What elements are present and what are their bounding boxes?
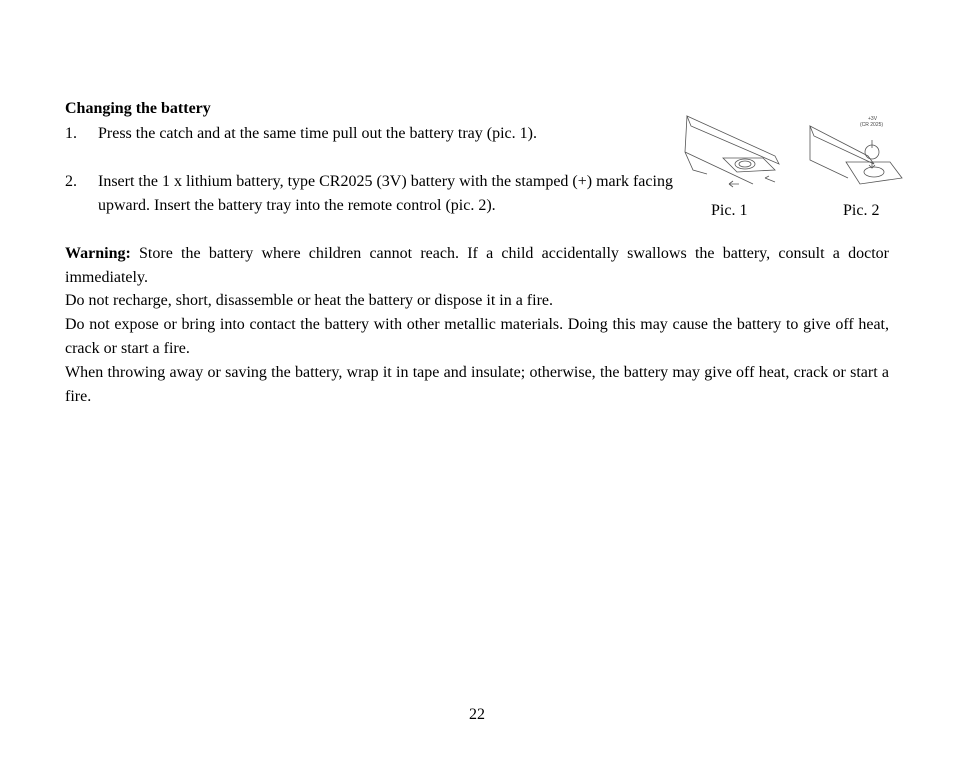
pic2-voltage-label: +3V bbox=[868, 116, 878, 122]
metallic-paragraph: Do not expose or bring into contact the battery with other metallic materials. Doing this may cause the battery to give off heat, crack or start a fire. bbox=[65, 316, 889, 357]
battery-insert-illustration-pic2 bbox=[808, 112, 904, 194]
warning-text: Store the battery where children cannot reach. If a child accidentally swallows the battery, consult a doctor immediately. bbox=[65, 245, 890, 286]
pic2-type-label: (CR 2025) bbox=[860, 122, 884, 128]
warning-paragraph bbox=[65, 242, 889, 290]
page-number: 22 bbox=[469, 706, 485, 723]
battery-tray-illustration-pic1 bbox=[683, 112, 783, 192]
step-number: 1. bbox=[65, 125, 77, 142]
warning-label: Warning: bbox=[65, 245, 131, 262]
disposal-paragraph: When throwing away or saving the battery, wrap it in tape and insulate; otherwise, the battery may give off heat, crack or start a fire. bbox=[65, 364, 889, 405]
step-number: 2. bbox=[65, 173, 77, 190]
step-text: Insert the 1 x lithium battery, type CR2025 (3V) battery with the stamped (+) mark facing upward. Insert the battery tray into the remote control (pic. 2). bbox=[98, 173, 673, 214]
recharge-paragraph: Do not recharge, short, disassemble or heat the battery or dispose it in a fire. bbox=[65, 292, 554, 309]
step-text: Press the catch and at the same time pull out the battery tray (pic. 1). bbox=[98, 125, 537, 142]
section-heading: Changing the battery bbox=[65, 100, 211, 117]
pic2-caption: Pic. 2 bbox=[843, 202, 880, 219]
pic1-caption: Pic. 1 bbox=[711, 202, 748, 219]
